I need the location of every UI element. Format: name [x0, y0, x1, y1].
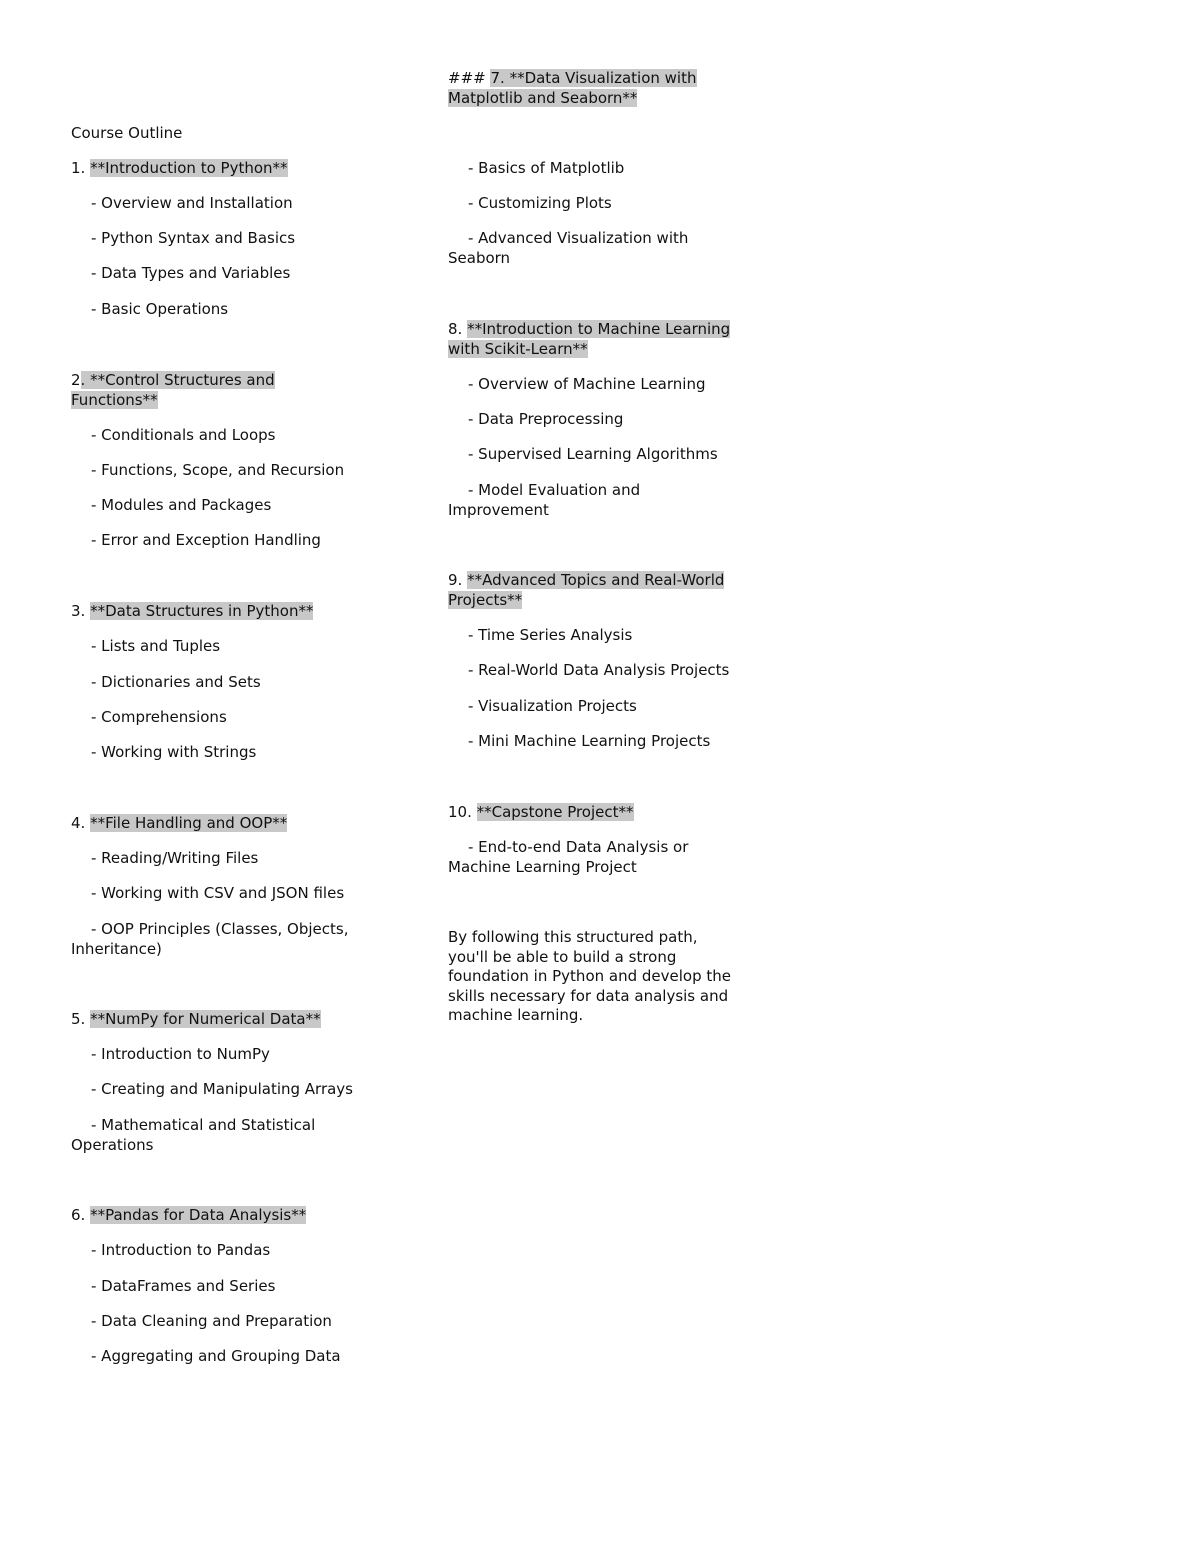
section-2-heading-cont: Functions**: [71, 391, 158, 409]
section-10-heading: 10. **Capstone Project**: [448, 803, 634, 821]
section-3-item: - Lists and Tuples: [91, 637, 221, 655]
section-2-item: - Error and Exception Handling: [91, 531, 321, 549]
section-4-item: - Reading/Writing Files: [91, 849, 259, 867]
section-9-heading: 9. **Advanced Topics and Real-World: [448, 571, 725, 589]
section-2-item: - Modules and Packages: [91, 496, 272, 514]
section-9-item: - Real-World Data Analysis Projects: [468, 661, 730, 679]
section-9-item: - Mini Machine Learning Projects: [468, 732, 711, 750]
section-1-item: - Python Syntax and Basics: [91, 229, 296, 247]
section-2-heading: 2. **Control Structures and: [71, 371, 275, 389]
section-7-heading-cont: Matplotlib and Seaborn**: [448, 89, 638, 107]
section-3-item: - Dictionaries and Sets: [91, 673, 261, 691]
closing-paragraph-line: By following this structured path,: [448, 928, 698, 946]
section-6-heading: 6. **Pandas for Data Analysis**: [71, 1206, 307, 1224]
section-4-heading: 4. **File Handling and OOP**: [71, 814, 288, 832]
section-1-item: - Data Types and Variables: [91, 264, 291, 282]
section-3-heading: 3. **Data Structures in Python**: [71, 602, 314, 620]
section-6-item: - DataFrames and Series: [91, 1277, 276, 1295]
section-6-item: - Data Cleaning and Preparation: [91, 1312, 332, 1330]
section-8-item: - Model Evaluation and: [468, 481, 641, 499]
closing-paragraph-line: foundation in Python and develop the: [448, 967, 731, 985]
section-10-item-cont: Machine Learning Project: [448, 858, 637, 876]
section-7-item: - Basics of Matplotlib: [468, 159, 625, 177]
section-1-item: - Overview and Installation: [91, 194, 293, 212]
section-1-item: - Basic Operations: [91, 300, 229, 318]
closing-paragraph-line: you'll be able to build a strong: [448, 948, 677, 966]
section-8-item: - Data Preprocessing: [468, 410, 624, 428]
section-7-item-cont: Seaborn: [448, 249, 511, 267]
section-5-item: - Creating and Manipulating Arrays: [91, 1080, 354, 1098]
section-8-item: - Supervised Learning Algorithms: [468, 445, 718, 463]
section-7-item: - Advanced Visualization with: [468, 229, 689, 247]
section-4-item: - OOP Principles (Classes, Objects,: [91, 920, 349, 938]
section-3-item: - Comprehensions: [91, 708, 227, 726]
section-6-item: - Introduction to Pandas: [91, 1241, 271, 1259]
section-8-item-cont: Improvement: [448, 501, 549, 519]
section-9-heading-cont: Projects**: [448, 591, 523, 609]
section-9-item: - Time Series Analysis: [468, 626, 633, 644]
section-4-item-cont: Inheritance): [71, 940, 162, 958]
section-8-heading: 8. **Introduction to Machine Learning: [448, 320, 731, 338]
section-8-item: - Overview of Machine Learning: [468, 375, 706, 393]
section-3-item: - Working with Strings: [91, 743, 257, 761]
section-9-item: - Visualization Projects: [468, 697, 637, 715]
section-5-item-cont: Operations: [71, 1136, 154, 1154]
section-4-item: - Working with CSV and JSON files: [91, 884, 345, 902]
section-5-item: - Introduction to NumPy: [91, 1045, 270, 1063]
section-1-heading: 1. **Introduction to Python**: [71, 159, 288, 177]
section-7-item: - Customizing Plots: [468, 194, 612, 212]
closing-paragraph-line: machine learning.: [448, 1006, 584, 1024]
section-6-item: - Aggregating and Grouping Data: [91, 1347, 341, 1365]
section-5-item: - Mathematical and Statistical: [91, 1116, 316, 1134]
closing-paragraph-line: skills necessary for data analysis and: [448, 987, 729, 1005]
section-5-heading: 5. **NumPy for Numerical Data**: [71, 1010, 321, 1028]
document-title: Course Outline: [71, 124, 183, 142]
section-2-item: - Conditionals and Loops: [91, 426, 276, 444]
section-8-heading-cont: with Scikit-Learn**: [448, 340, 588, 358]
section-7-heading: ### 7. **Data Visualization with: [448, 69, 697, 87]
section-10-item: - End-to-end Data Analysis or: [468, 838, 689, 856]
section-2-item: - Functions, Scope, and Recursion: [91, 461, 345, 479]
